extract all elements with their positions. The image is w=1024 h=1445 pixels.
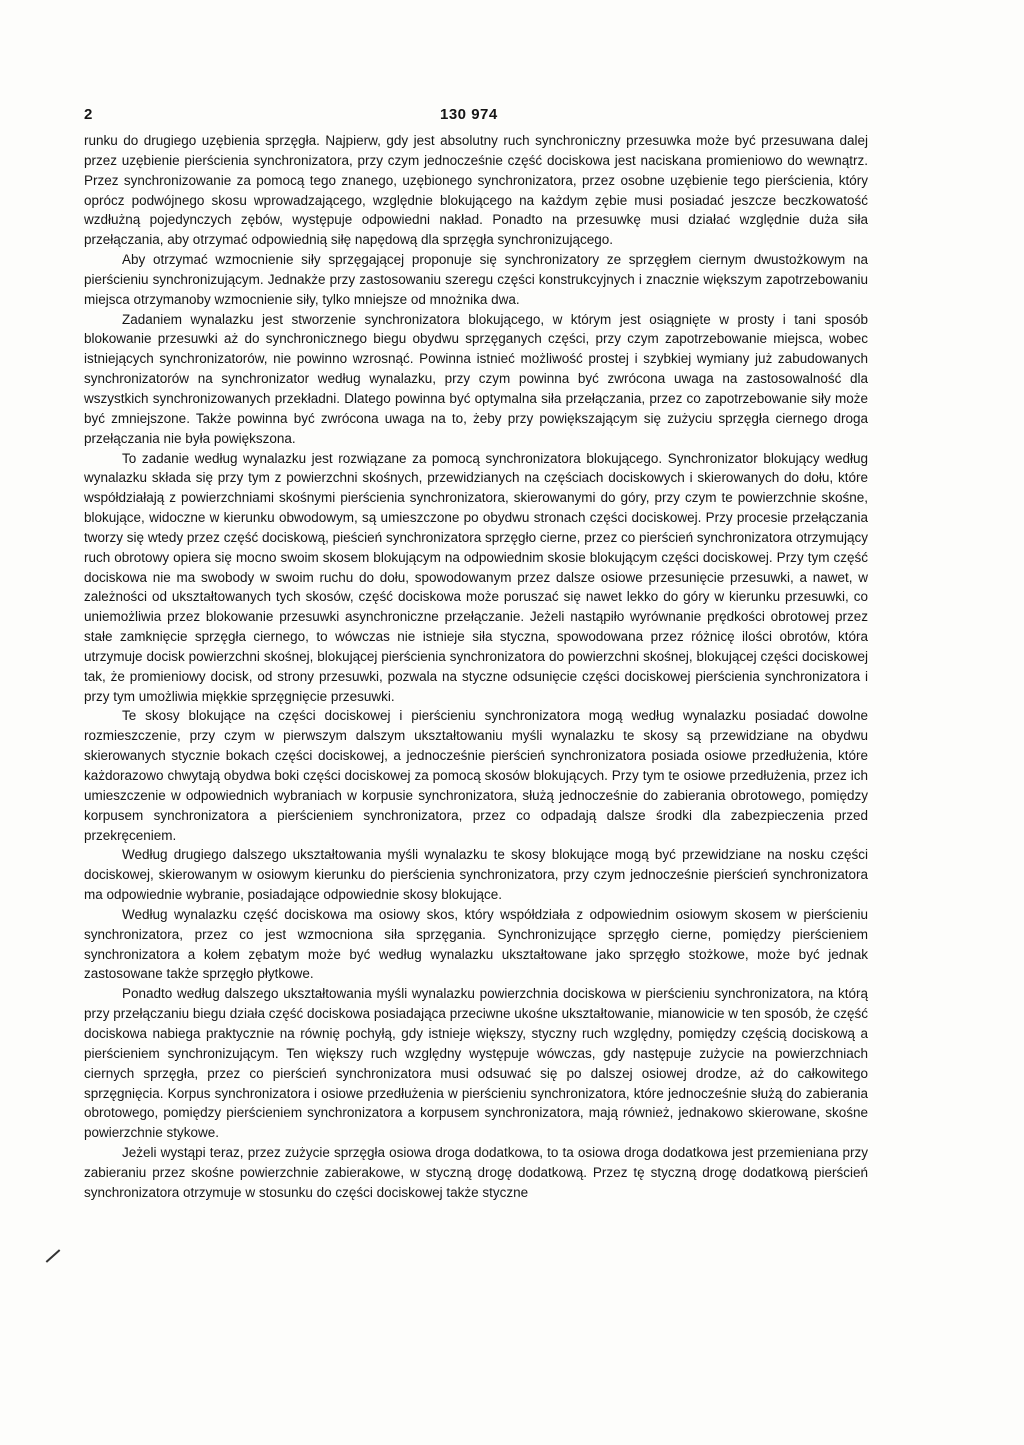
margin-pen-mark <box>46 1249 61 1263</box>
page-number: 2 <box>84 106 93 123</box>
paragraph: Ponadto według dalszego ukształtowania myśli wynalazku powierzchnia dociskowa w pierścieniu synchronizatora, na którą przy przełączaniu biegu działa część dociskowa posiadająca przeciwne ukośne ukształtowanie, mianowicie w ten sposób, że część dociskowa nabiega praktycznie na równię pochyłą, gdy istnieje większy, styczny ruch względny, pomiędzy częścią dociskową a pierścieniem synchronizującym. Ten większy ruch względny występuje wówczas, gdy następuje zużycie na powierzchniach ciernych sprzęgła, przez co pierścień synchronizatora musi odsuwać się po dalszej osiowej drodze, aż do całkowitego sprzęgnięcia. Korpus synchronizatora i osiowe przedłużenia w pierścieniu synchronizatora, które jednocześnie służą do zabierania obrotowego, pomiędzy pierścieniem synchronizatora a korpusem synchronizatora, mają również, jednakowo skierowane, skośne powierzchnie stykowe. <box>84 986 868 1141</box>
paragraph: runku do drugiego uzębienia sprzęgła. Najpierw, gdy jest absolutny ruch synchroniczny przesuwka może być przesuwana dalej przez uzębienie pierścienia synchronizatora, przy czym jednocześnie część dociskowa jest naciskana promieniowo do wewnątrz. Przez synchronizowanie za pomocą tego znanego, uzębionego synchronizatora, przez osobne uzębienie tego pierścienia, który oprócz podwójnego skosu wprowadzającego, względnie blokującego na każdym zębie musi posiadać jeszcze beczkowatość wzdłużną pojedynczych zębów, występuje odpowiedni nakład. Ponadto na przesuwkę musi działać względnie duża siła przełączania, aby otrzymać odpowiednią siłę napędową dla sprzęgła synchronizującego. <box>84 133 868 248</box>
paragraph: Według wynalazku część dociskowa ma osiowy skos, który współdziała z odpowiednim osiowym skosem w pierścieniu synchronizatora, przez co jest wzmocniona siła sprzęgania. Synchronizujące sprzęgło cierne, pomiędzy pierścieniem synchronizatora a kołem zębatym może być według wynalazku ukształtowane jako sprzęgło stożkowe, może być jednak zastosowane także sprzęgło płytkowe. <box>84 906 868 982</box>
document-body <box>84 131 868 1203</box>
paragraph: Według drugiego dalszego ukształtowania myśli wynalazku te skosy blokujące mogą być przewidziane na nosku części dociskowej, skierowanym w osiowym kierunku do pierścienia synchronizatora, przy czym jednocześnie pierścień synchronizatora ma odpowiednie wybranie, posiadające odpowiednie skosy blokujące. <box>84 847 868 903</box>
paragraph: Zadaniem wynalazku jest stworzenie synchronizatora blokującego, w którym jest osiągnięte w prosty i tani sposób blokowanie przesuwki aż do synchronicznego biegu obydwu sprzęganych części, przy czym zapotrzebowanie miejsca, wobec istniejących synchronizatorów, nie powinno wzrosnąć. Powinna istnieć możliwość prostej i szybkiej wymiany już zabudowanych synchronizatorów na synchronizator według wynalazku, przy czym powinna być zwrócona uwaga na zastosowalność dla wszystkich synchronizowanych przekładni. Dlatego powinna być optymalna siła przełączania, przez co zapotrzebowanie siły może być zmniejszone. Także powinna być zwrócona uwaga na to, żeby przy powiększającym się zużyciu sprzęgła ciernego droga przełączania nie była powiększona. <box>84 311 868 446</box>
paragraph: Te skosy blokujące na części dociskowej i pierścieniu synchronizatora mogą według wynalazku posiadać dowolne rozmieszczenie, przy czym w pierwszym dalszym ukształtowaniu myśli wynalazku te skosy są przewidziane na obydwu skierowanych stycznie bokach części dociskowej, a jednocześnie pierścień synchronizatora posiada osiowe przedłużenia, które każdorazowo chwytają obydwa boki części dociskowej za pomocą skosów blokujących. Przy tym te osiowe przedłużenia, przez ich umieszczenie w odpowiednich wybraniach w korpusie synchronizatora, służą jednocześnie do zabierania obrotowego, pomiędzy korpusem synchronizatora a pierścieniem synchronizatora, przez co odpadają dalsze środki dla zabezpieczenia przed przekręceniem. <box>84 708 868 843</box>
paragraph: Jeżeli wystąpi teraz, przez zużycie sprzęgła osiowa droga dodatkowa, to ta osiowa droga dodatkowa jest przemieniana przy zabieraniu przez skośne powierzchnie zabierakowe, w styczną drogę dodatkową. Przez tę styczną drogę dodatkową pierścień synchronizatora otrzymuje w stosunku do części dociskowej także styczne <box>84 1145 868 1200</box>
paragraph: To zadanie według wynalazku jest rozwiązane za pomocą synchronizatora blokującego. Synchronizator blokujący według wynalazku składa się przy tym z powierzchni skośnych, przewidzianych na częściach dociskowych i skierowanych do dołu, które współdziałają z powierzchniami skośnymi pierścienia synchronizatora, skierowanymi do góry, przy czym te powierzchnie skośne, blokujące, widoczne w kierunku obwodowym, są umieszczone po obydwu stronach części dociskowej. Przy procesie przełączania tworzy się wtedy przez część dociskową, pieścień synchronizatora sprzęgło cierne, przez co pierścień synchronizatora otrzymujący ruch obrotowy opiera się mocno swoim skosem blokującym na odpowiednim skosie blokującym części dociskowej. Przy tym część dociskowa nie ma swobody w swoim ruchu do dołu, spowodowanym przez dalsze osiowe przesunięcie przesuwki, a nawet, w zależności od ukształtowanych tych skosów, część dociskowa może poruszać się nawet lekko do góry w kierunku przesuwki, co uniemożliwia przez blokowanie przesuwki asynchroniczne przełączanie. Jeżeli nastąpiło wyrównanie prędkości obrotowej przez stałe zamknięcie sprzęgła ciernego, to wówczas nie istnieje siła styczna, spowodowana przez różnicę ilości obrotów, która utrzymuje docisk powierzchni skośnej, blokującej pierścienia synchronizatora do powierzchni skośnej, blokującej części dociskowej tak, że promieniowy docisk, od strony przesuwki, pozwala na styczne odsunięcie części dociskowej pierścienia synchronizatora i przy tym umożliwia miękkie sprzęgnięcie przesuwki. <box>84 450 868 704</box>
paragraph: Aby otrzymać wzmocnienie siły sprzęgającej proponuje się synchronizatory ze sprzęgłem ciernym dwustożkowym na pierścieniu synchronizującym. Jednakże przy zastosowaniu szeregu części konstrukcyjnych i znacznie większym zapotrzebowaniu miejsca otrzymanoby wzmocnienie siły, tylko mniejsze od mnożnika dwa. <box>84 252 868 307</box>
document-number: 130 974 <box>440 106 498 123</box>
